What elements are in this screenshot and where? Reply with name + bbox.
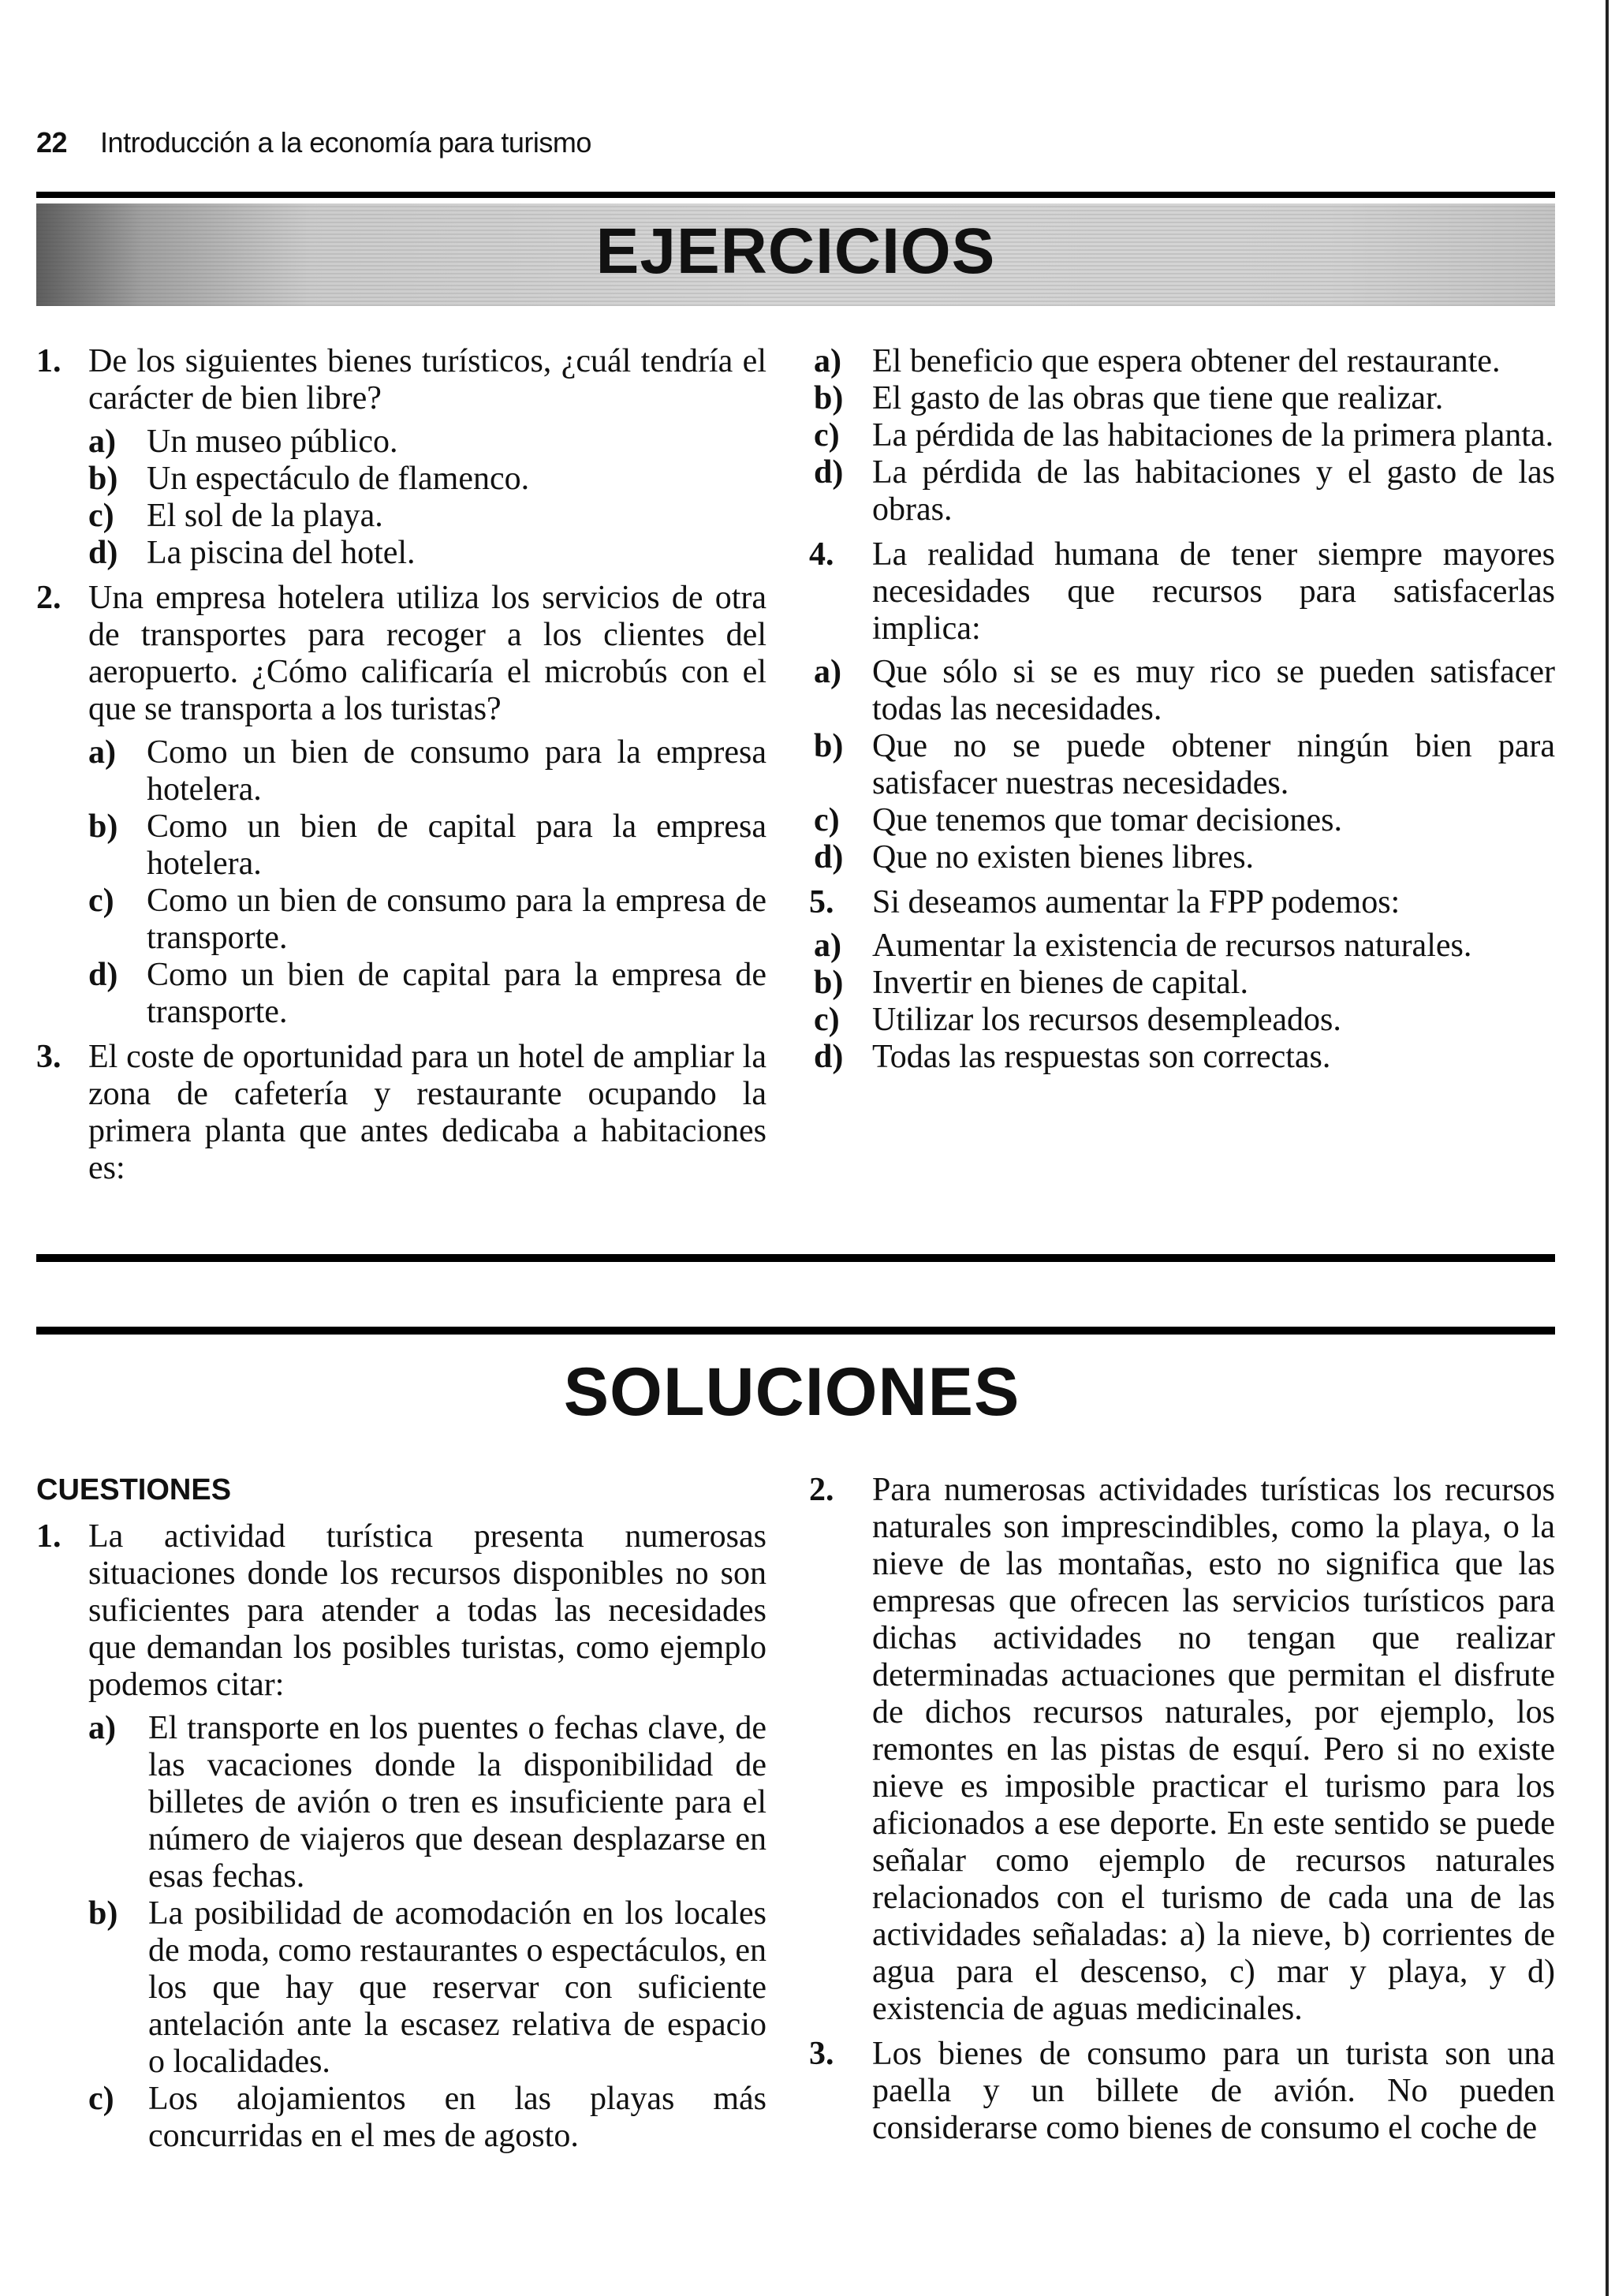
- solution-option: [36, 1710, 766, 1895]
- option-text: Como un bien de consumo para la empresa de transporte.: [147, 883, 766, 956]
- answer-option: [36, 957, 766, 1031]
- book-title: Introducción a la economía para turismo: [100, 126, 591, 159]
- solutions-title: SOLUCIONES: [563, 1354, 1020, 1430]
- option-label: a): [814, 654, 841, 690]
- option-label: a): [88, 734, 116, 771]
- answer-option: [809, 1002, 1555, 1039]
- solutions-right-column: [809, 1472, 1555, 2147]
- answer-option: [809, 380, 1555, 417]
- option-text: La pérdida de las habitaciones y el gasto de las obras.: [872, 454, 1555, 528]
- question-text: Si deseamos aumentar la FPP podemos:: [872, 884, 1401, 920]
- option-label: b): [88, 461, 118, 497]
- exercises-right-column: [809, 343, 1555, 1076]
- question-number: 3.: [36, 1039, 62, 1075]
- question-text: De los siguientes bienes turísticos, ¿cuál tendría el carácter de bien libre?: [88, 343, 766, 416]
- solution-text: La actividad turística presenta numerosas situaciones donde los recursos disponibles no son suficientes para atender a todas las necesidades que demandan los posibles turistas, como ejemplo podemos citar:: [88, 1518, 766, 1703]
- solution-item: [809, 2036, 1555, 2147]
- option-label: a): [814, 343, 841, 379]
- solution-number: 2.: [809, 1472, 834, 1508]
- solution-option: [36, 1895, 766, 2081]
- option-label: b): [88, 1895, 118, 1932]
- option-text: Todas las respuestas son correctas.: [872, 1039, 1331, 1075]
- option-text: Aumentar la existencia de recursos naturales.: [872, 928, 1472, 964]
- solution-item: [809, 1472, 1555, 2028]
- question-number: 4.: [809, 536, 834, 573]
- option-text: La pérdida de las habitaciones de la primera planta.: [872, 417, 1554, 454]
- option-label: c): [814, 417, 840, 454]
- exercise-question: [809, 536, 1555, 648]
- option-label: d): [814, 1039, 844, 1075]
- option-label: a): [88, 424, 116, 460]
- solution-text: Los bienes de consumo para un turista son una paella y un billete de avión. No pueden considerarse como bienes de consumo el coche de: [872, 2036, 1555, 2146]
- option-label: c): [88, 498, 114, 534]
- running-header: [36, 126, 591, 159]
- option-label: b): [88, 808, 118, 845]
- option-text: Un museo público.: [147, 424, 398, 460]
- question-text: El coste de oportunidad para un hotel de ampliar la zona de cafetería y restaurante ocupando la primera planta que antes dedicaba a habitaciones es:: [88, 1039, 766, 1186]
- option-label: c): [88, 883, 114, 919]
- option-text: Los alojamientos en las playas más concurridas en el mes de agosto.: [148, 2081, 766, 2154]
- option-label: d): [88, 535, 118, 571]
- option-text: Que no existen bienes libres.: [872, 839, 1255, 875]
- answer-option: [809, 654, 1555, 728]
- option-text: Que sólo si se es muy rico se pueden satisfacer todas las necesidades.: [872, 654, 1555, 727]
- exercises-left-column: [36, 343, 766, 1187]
- exercises-banner: [36, 203, 1555, 306]
- answer-option: [36, 535, 766, 572]
- exercise-question: [36, 343, 766, 417]
- section-divider: [36, 1254, 1555, 1262]
- option-label: a): [88, 1710, 116, 1746]
- option-text: Invertir en bienes de capital.: [872, 965, 1248, 1001]
- option-text: La piscina del hotel.: [147, 535, 416, 571]
- option-label: d): [814, 454, 844, 491]
- answer-option: [809, 454, 1555, 528]
- answer-option: [809, 965, 1555, 1002]
- option-text: La posibilidad de acomodación en los locales de moda, como restaurantes o espectáculos, en los que hay que reservar con suficiente antelación ante la escasez relativa de espacio o localidades.: [148, 1895, 766, 2080]
- exercises-title: EJERCICIOS: [595, 215, 996, 287]
- answer-option: [36, 461, 766, 498]
- option-label: c): [814, 802, 840, 838]
- solution-number: 1.: [36, 1518, 62, 1555]
- solutions-left-column: [36, 1472, 766, 2155]
- answer-option: [36, 424, 766, 461]
- exercise-question: [809, 884, 1555, 921]
- option-label: a): [814, 928, 841, 964]
- answer-option: [809, 928, 1555, 965]
- question-text: Una empresa hotelera utiliza los servicios de otra de transportes para recoger a los clientes del aeropuerto. ¿Cómo calificaría el microbús con el que se transporta a los turistas?: [88, 580, 766, 727]
- option-label: c): [88, 2081, 114, 2117]
- answer-option: [36, 883, 766, 957]
- option-text: El sol de la playa.: [147, 498, 383, 534]
- option-text: Como un bien de consumo para la empresa hotelera.: [147, 734, 766, 808]
- solutions-rule: [36, 1327, 1555, 1335]
- answer-option: [36, 808, 766, 883]
- option-text: El gasto de las obras que tiene que realizar.: [872, 380, 1444, 416]
- option-text: El transporte en los puentes o fechas clave, de las vacaciones donde la disponibilidad de billetes de avión o tren es insuficiente para el número de viajeros que desean desplazarse en esas fechas.: [148, 1710, 766, 1895]
- option-text: El beneficio que espera obtener del restaurante.: [872, 343, 1501, 379]
- option-label: d): [814, 839, 844, 875]
- answer-option: [36, 498, 766, 535]
- option-text: Que tenemos que tomar decisiones.: [872, 802, 1342, 838]
- option-text: Como un bien de capital para la empresa de transporte.: [147, 957, 766, 1030]
- exercise-question: [36, 1039, 766, 1187]
- option-text: Como un bien de capital para la empresa hotelera.: [147, 808, 766, 882]
- page-number: 22: [36, 126, 68, 159]
- solution-number: 3.: [809, 2036, 834, 2072]
- solution-text: Para numerosas actividades turísticas los recursos naturales son imprescindibles, como la playa, o la nieve de las montañas, esto no significa que las empresas que ofrecen las servicios turísticos para dichas actividades no tengan que realizar determinadas actuaciones que permitan el disfrute de dichos recursos naturales, por ejemplo, los remontes en las pistas de esquí. Pero si no existe nieve es imposible practicar el turismo para los aficionados a ese deporte. En este sentido se puede señalar como ejemplo de recursos naturales relacionados con el turismo de cada una de las actividades señaladas: a) la nieve, b) corrientes de agua para el descenso, c) mar y playa, y d) existencia de aguas medicinales.: [872, 1472, 1555, 2027]
- option-label: c): [814, 1002, 840, 1038]
- option-label: b): [814, 728, 844, 764]
- page-edge-line: [1606, 0, 1609, 2296]
- solution-item: [36, 1518, 766, 1704]
- answer-option: [809, 839, 1555, 876]
- option-text: Que no se puede obtener ningún bien para satisfacer nuestras necesidades.: [872, 728, 1555, 801]
- answer-option: [36, 734, 766, 808]
- answer-option: [809, 417, 1555, 454]
- answer-option: [809, 728, 1555, 802]
- answer-option: [809, 802, 1555, 839]
- option-label: b): [814, 965, 844, 1001]
- solution-option: [36, 2081, 766, 2155]
- option-text: Un espectáculo de flamenco.: [147, 461, 530, 497]
- solutions-subheading: CUESTIONES: [36, 1473, 232, 1506]
- option-label: d): [88, 957, 118, 993]
- exercise-question: [36, 580, 766, 728]
- answer-option: [809, 343, 1555, 380]
- question-number: 1.: [36, 343, 62, 379]
- question-text: La realidad humana de tener siempre mayores necesidades que recursos para satisfacerlas implica:: [872, 536, 1555, 647]
- answer-option: [809, 1039, 1555, 1076]
- option-text: Utilizar los recursos desempleados.: [872, 1002, 1341, 1038]
- option-label: b): [814, 380, 844, 416]
- question-number: 2.: [36, 580, 62, 616]
- question-number: 5.: [809, 884, 834, 920]
- top-rule: [36, 192, 1555, 198]
